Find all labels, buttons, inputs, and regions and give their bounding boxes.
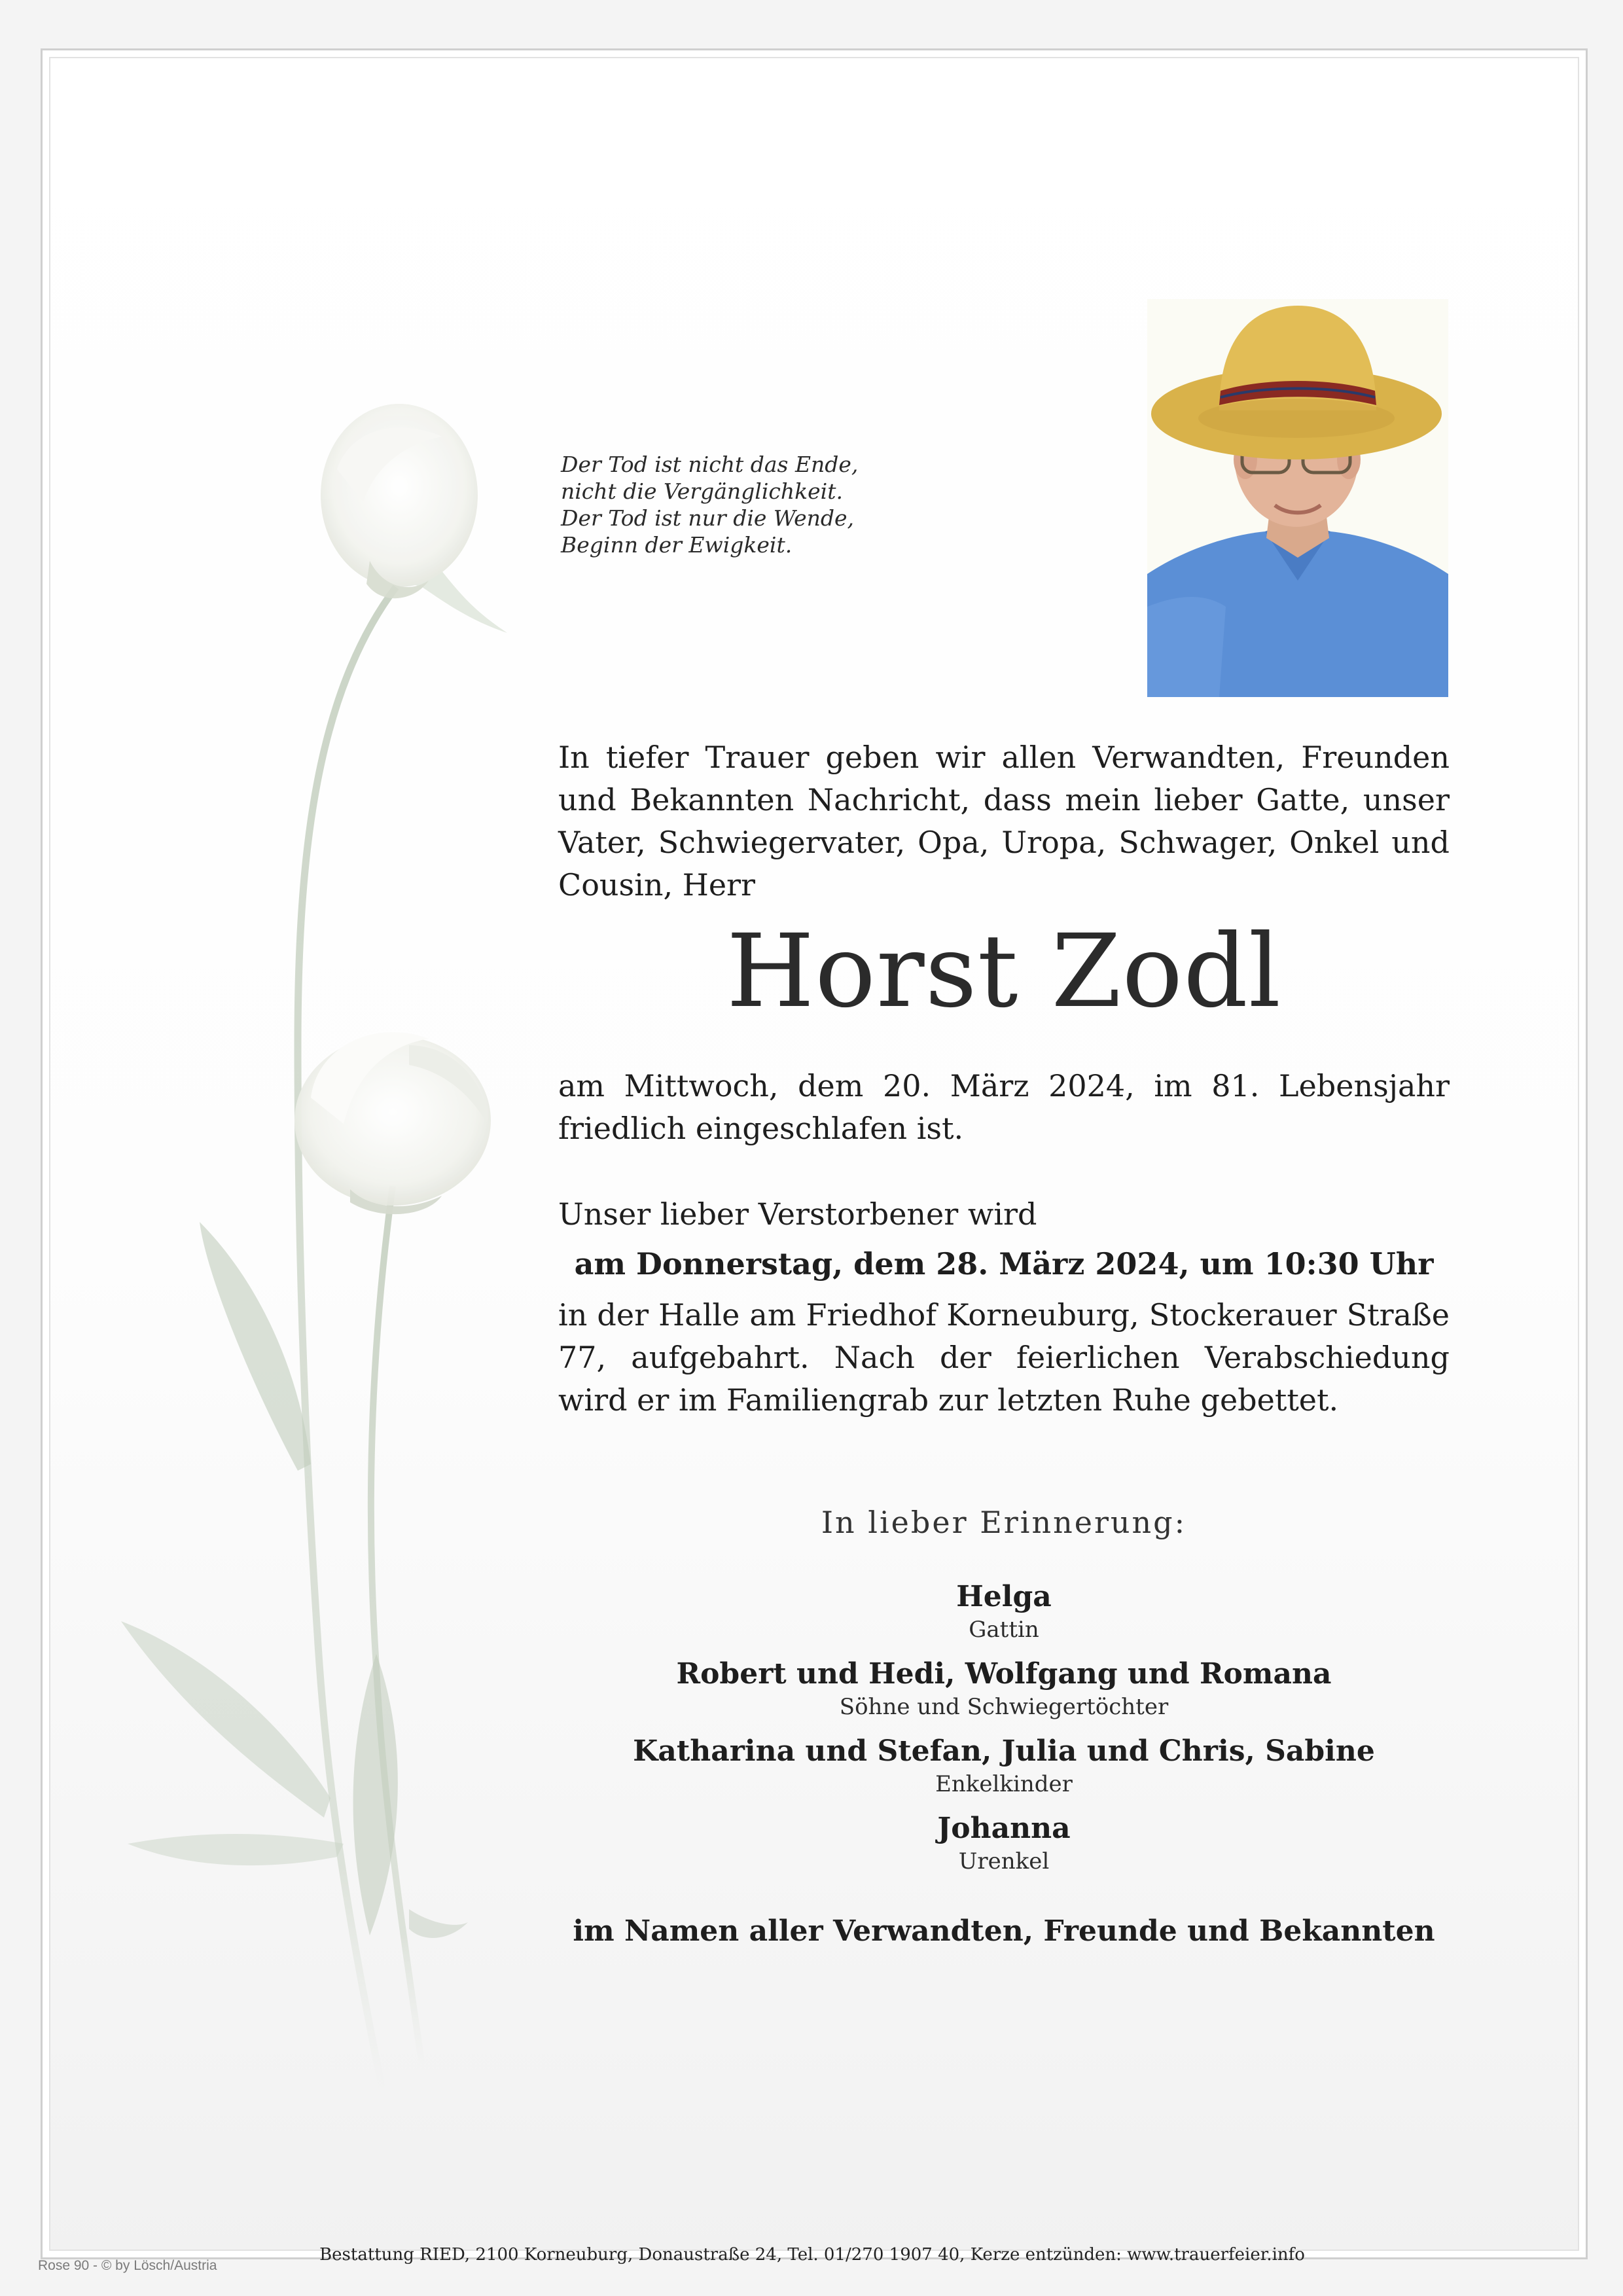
mourner-relation: Enkelkinder <box>935 1771 1073 1797</box>
death-date-text: am Mittwoch, dem 20. März 2024, im 81. Lebensjahr friedlich eingeschlafen ist. <box>558 1068 1450 1146</box>
quote-line: Der Tod ist nicht das Ende, <box>561 452 859 477</box>
portrait-photo-icon <box>1147 299 1448 697</box>
image-credit: Rose 90 - © by Lösch/Austria <box>38 2258 217 2273</box>
obituary-sheet <box>41 48 1588 2259</box>
memorial-quote <box>561 451 875 558</box>
remembrance-heading: In lieber Erinnerung: <box>821 1505 1187 1540</box>
quote-line: nicht die Vergänglichkeit. <box>561 478 843 504</box>
quote-line: Der Tod ist nur die Wende, <box>561 505 855 531</box>
mourner-names: Johanna <box>937 1812 1071 1845</box>
funeral-home-footer: Bestattung RIED, 2100 Korneuburg, Donaustraße 24, Tel. 01/270 1907 40, Kerze entzünden: www.trauerfeier.info <box>319 2245 1305 2265</box>
quote-line: Beginn der Ewigkeit. <box>561 532 793 558</box>
closing-line: im Namen aller Verwandten, Freunde und Bekannten <box>573 1914 1435 1948</box>
mourners-list <box>558 1578 1450 1887</box>
mourner-entry <box>558 1655 1450 1732</box>
mourner-names: Helga <box>956 1580 1052 1613</box>
funeral-intro: Unser lieber Verstorbener wird <box>558 1196 1037 1232</box>
funeral-details: in der Halle am Friedhof Korneuburg, Stockerauer Straße 77, aufgebahrt. Nach der feierlichen Verabschiedung wird er im Familiengrab zur letzten Ruhe gebettet. <box>558 1297 1450 1418</box>
mourner-entry <box>558 1810 1450 1887</box>
mourner-names: Robert und Hedi, Wolfgang und Romana <box>676 1657 1332 1691</box>
mourner-relation: Söhne und Schwiegertöchter <box>839 1694 1169 1720</box>
mourner-relation: Gattin <box>969 1617 1039 1643</box>
announcement-intro: In tiefer Trauer geben wir allen Verwandten, Freunden und Bekannten Nachricht, dass mein lieber Gatte, unser Vater, Schwiegervater, Opa, Uropa, Schwager, Onkel und Cousin, Herr <box>558 740 1450 903</box>
mourner-entry <box>558 1732 1450 1810</box>
mourner-names: Katharina und Stefan, Julia und Chris, Sabine <box>633 1734 1375 1768</box>
funeral-date: am Donnerstag, dem 28. März 2024, um 10:30 Uhr <box>574 1246 1434 1282</box>
mourner-entry <box>558 1578 1450 1655</box>
mourner-relation: Urenkel <box>958 1848 1050 1874</box>
white-rose-icon <box>101 391 533 2125</box>
deceased-name: Horst Zodl <box>726 913 1282 1030</box>
